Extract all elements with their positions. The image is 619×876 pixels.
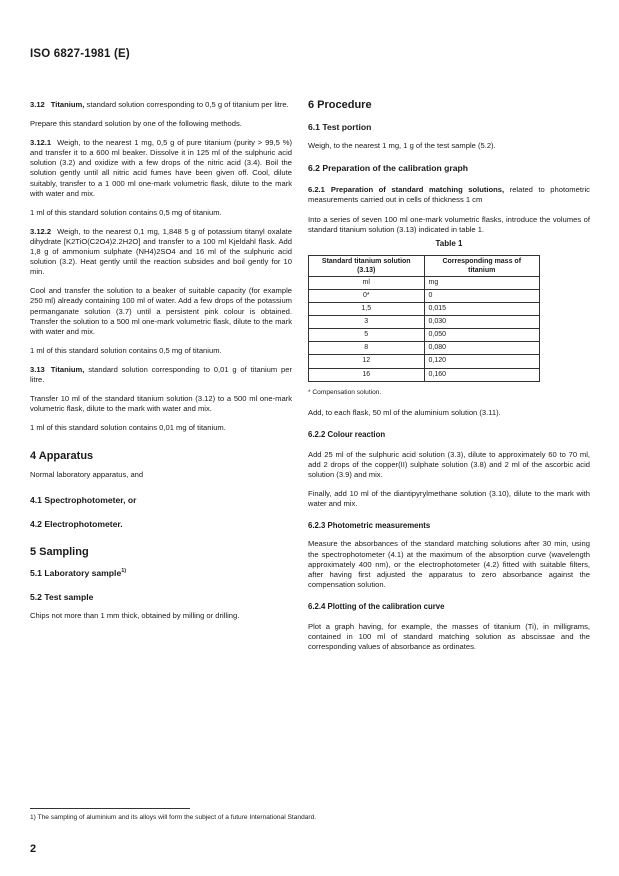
- table-cell-mass: 0,080: [424, 342, 540, 355]
- right-column: [308, 100, 590, 661]
- section-4-1: 4.1 Spectrophotometer, or: [30, 494, 137, 505]
- table-cell-mass: 0,015: [424, 303, 540, 316]
- section-4-text: Normal laboratory apparatus, and: [30, 470, 144, 480]
- table-row: [309, 289, 540, 302]
- table-cell-mass: 0,050: [424, 329, 540, 342]
- table-unit-mg: mg: [424, 276, 540, 289]
- footnote: 1) The sampling of aluminium and its alloys will form the subject of a future International Standard.: [30, 814, 317, 821]
- table-unit-ml: ml: [309, 276, 425, 289]
- table-cell-volume: 0*: [309, 289, 425, 302]
- table-row: [309, 355, 540, 368]
- section-6-2-3: 6.2.3 Photometric measurements: [308, 521, 431, 531]
- left-column: [30, 100, 292, 630]
- table-cell-volume: 5: [309, 329, 425, 342]
- section-6-2-4-text: Plot a graph having, for example, the masses of titanium (Ti), in milligrams, contained in 100 ml of standard matching solution as abscissae and the corresponding values of absorbance as ordinates.: [308, 622, 590, 652]
- table-cell-mass: 0,120: [424, 355, 540, 368]
- table-cell-volume: 8: [309, 342, 425, 355]
- section-4-heading: 4 Apparatus: [30, 450, 94, 463]
- table-row: [309, 329, 540, 342]
- section-3-12-2-text: Cool and transfer the solution to a beaker of suitable capacity (for example 250 ml) already containing 100 ml of water. Add a few drops of the potassium permanganate solution (3.7) until a persistent pink colour is obtained. Transfer the solution to a 500 ml one-mark volumetric flask, dilute to the mark with water and mix.: [30, 286, 292, 336]
- section-6-2-2-text: Add 25 ml of the sulphuric acid solution (3.3), dilute to approximately 60 to 70 ml, add 2 drops of the copper(II) sulphate solution (3.8) and 2 ml of the ascorbic acid solution (3.9) and mix.: [308, 449, 590, 480]
- section-3-12: 3.12 Titanium, standard solution corresponding to 0,5 g of titanium per litre.: [30, 100, 289, 109]
- section-6-1-text: Weigh, to the nearest 1 mg, 1 g of the test sample (5.2).: [308, 141, 496, 151]
- table-body: [309, 289, 540, 381]
- section-6-2-2-text2: Finally, add 10 ml of the diantipyrylmethane solution (3.10), dilute to the mark with water and mix.: [308, 489, 590, 509]
- section-3-13: 3.13 Titanium, standard solution corresponding to 0,01 g of titanium per litre.: [30, 364, 292, 384]
- section-3-12-1: 3.12.1 Weigh, to the nearest 1 mg, 0,5 g of pure titanium (purity > 99,5 %) and transfer it to a 600 ml beaker. Dissolve it in 125 ml of the sulphuric acid solution (3.2) and oxidize with a few drops of the nitric acid (3.4). Boil the solution gently until all nitric acid fumes have been given off. Cool, dilute suitably, transfer to a 1 000 ml one-mark volumetric flask, dilute to the mark with water and mix.: [30, 138, 292, 198]
- table-cell-mass: 0: [424, 289, 540, 302]
- section-3-13-text: Transfer 10 ml of the standard titanium solution (3.12) to a 500 ml one-mark volumetric flask, dilute to the mark with water and mix.: [30, 394, 292, 414]
- table-row: [309, 303, 540, 316]
- section-6-2-1: 6.2.1 Preparation of standard matching solutions, related to photometric measurements carried out in cells of thickness 1 cm: [308, 185, 590, 205]
- calibration-table: [308, 255, 540, 382]
- table-caption: Table 1: [435, 238, 463, 248]
- document-header: ISO 6827-1981 (E): [30, 48, 130, 60]
- table-header-mass: Corresponding mass of titanium: [424, 255, 540, 276]
- section-5-1: 5.1 Laboratory sample$^{1)}$: [30, 567, 127, 578]
- section-5-2: 5.2 Test sample: [30, 591, 94, 602]
- table-cell-mass: 0,160: [424, 368, 540, 381]
- table-row: [309, 342, 540, 355]
- table-cell-volume: 16: [309, 368, 425, 381]
- table-cell-volume: 12: [309, 355, 425, 368]
- table-row: [309, 368, 540, 381]
- section-3-13-note: 1 ml of this standard solution contains 0,01 mg of titanium.: [30, 423, 226, 433]
- section-6-1: 6.1 Test portion: [308, 122, 372, 133]
- section-4-2: 4.2 Electrophotometer.: [30, 518, 123, 529]
- section-6-2-3-text: Measure the absorbances of the standard matching solutions after 30 min, using the spectrophotometer (4.1) at the maximum of the absorption curve (wavelength approximately 400 nm), or the electrophotometer (4.2) fitted with suitable filters, after having first adjusted the apparatus to zero absorbance against the compensation solution.: [308, 539, 590, 589]
- section-3-12-intro: Prepare this standard solution by one of the following methods.: [30, 119, 242, 129]
- section-6-2-2: 6.2.2 Colour reaction: [308, 429, 386, 439]
- section-3-12-2-note: 1 ml of this standard solution contains 0,5 mg of titanium.: [30, 345, 222, 355]
- table-cell-volume: 3: [309, 316, 425, 329]
- aluminium-text: Add, to each flask, 50 ml of the aluminium solution (3.11).: [308, 407, 501, 417]
- section-6-2-4: 6.2.4 Plotting of the calibration curve: [308, 601, 445, 611]
- footnote-divider: [30, 808, 190, 809]
- table-note: * Compensation solution.: [308, 388, 382, 396]
- section-5-heading: 5 Sampling: [30, 545, 89, 558]
- section-5-2-text: Chips not more than 1 mm thick, obtained by milling or drilling.: [30, 610, 240, 620]
- page-number: 2: [30, 843, 37, 855]
- table-row: [309, 316, 540, 329]
- table-cell-mass: 0,030: [424, 316, 540, 329]
- table-header-volume: Standard titanium solution (3.13): [309, 255, 425, 276]
- section-6-2-1-text: Into a series of seven 100 ml one-mark volumetric flasks, introduce the volumes of standard titanium solution (3.13) indicated in table 1.: [308, 214, 590, 234]
- section-3-12-1-note: 1 ml of this standard solution contains 0,5 mg of titanium.: [30, 207, 222, 217]
- section-6-heading: 6 Procedure: [308, 99, 372, 111]
- table-cell-volume: 1,5: [309, 303, 425, 316]
- section-3-12-2: 3.12.2 Weigh, to the nearest 0,1 mg, 1,848 5 g of potassium titanyl oxalate dihydrate [K2TiO(C2O4)2.2H2O] and transfer to a 100 ml Kjeldahl flask. Add 1,8 g of ammonium sulphate (NH4)2SO4 and 16 ml of the sulphuric acid solution (3.2). Heat gently until the reaction subsides and boil gently for 10 min.: [30, 226, 292, 277]
- section-6-2: 6.2 Preparation of the calibration graph: [308, 163, 468, 174]
